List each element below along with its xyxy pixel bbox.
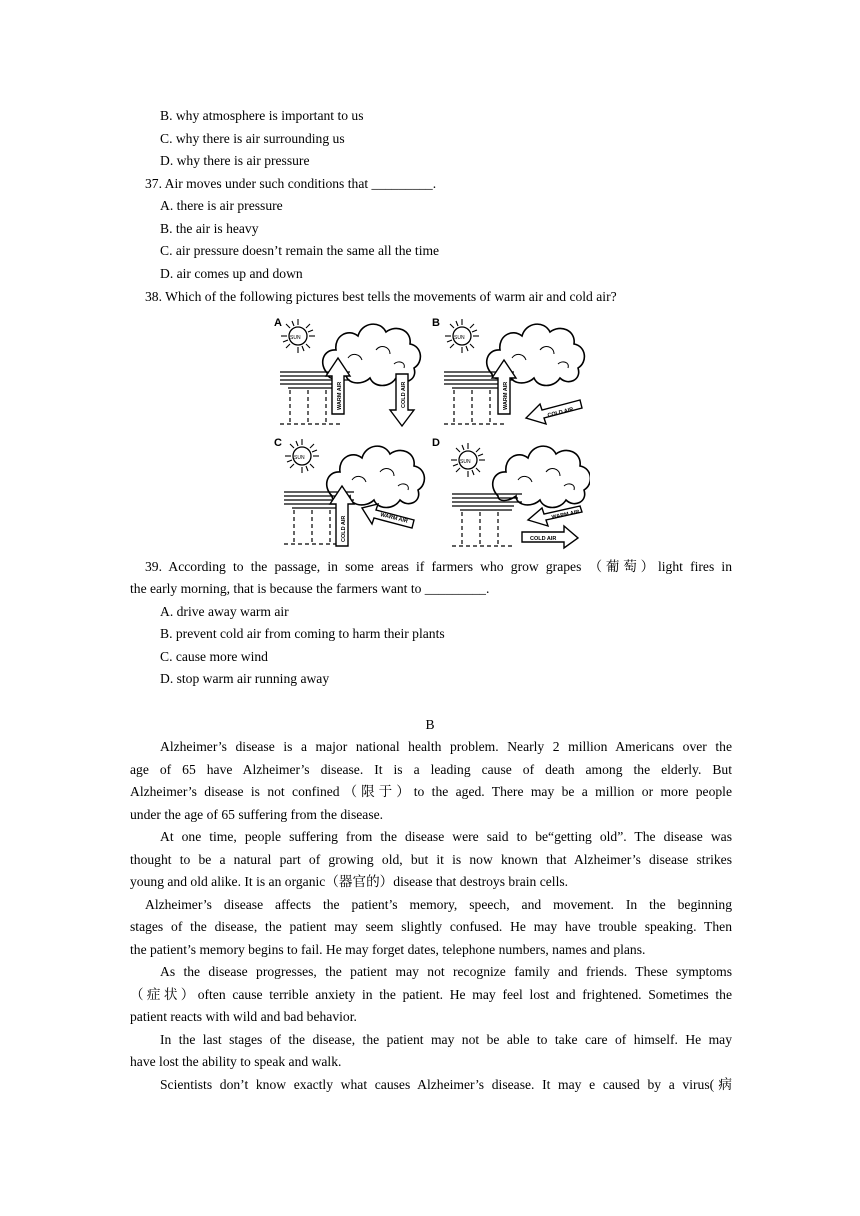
panel-c: [274, 437, 424, 546]
passage-line: patient reacts with wild and bad behavior.: [130, 1009, 357, 1024]
q39-option-b: B. prevent cold air from coming to harm their plants: [160, 626, 445, 641]
passage-line: age of 65 have Alzheimer’s disease. It is a leading cause of death among the elderly. But: [130, 762, 732, 777]
q39-stem-line1: 39. According to the passage, in some areas if farmers who grow grapes （葡萄）light fires in: [145, 559, 732, 574]
sun-label: SUN: [460, 459, 471, 465]
passage-line: Alzheimer’s disease affects the patient’s memory, speech, and movement. In the beginning: [145, 897, 732, 912]
passage-line: under the age of 65 suffering from the disease.: [130, 807, 384, 822]
passage-line: Scientists don’t know exactly what causes Alzheimer’s disease. It may e caused by a virus(病: [160, 1077, 732, 1092]
warm-air-label: WARM AIR: [503, 381, 509, 410]
panel-b: [432, 317, 584, 424]
warm-air-label: WARM AIR: [551, 509, 581, 521]
passage-line: have lost the ability to speak and walk.: [130, 1054, 342, 1069]
q39-option-d: D. stop warm air running away: [160, 671, 330, 686]
q37-option-b: B. the air is heavy: [160, 221, 259, 236]
passage-line: At one time, people suffering from the disease were said to be“getting old”. The disease was: [160, 829, 732, 844]
cold-air-label: COLD AIR: [530, 536, 557, 542]
q36-option-b: B. why atmosphere is important to us: [160, 108, 364, 123]
passage-line: （症状）often cause terrible anxiety in the patient. He may feel lost and frightened. Sometimes the: [130, 987, 732, 1002]
cold-air-label: COLD AIR: [401, 381, 407, 408]
q36-option-c: C. why there is air surrounding us: [160, 131, 345, 146]
sun-label: SUN: [294, 455, 305, 461]
passage-line: In the last stages of the disease, the patient may not be able to take care of himself. He may: [160, 1032, 732, 1047]
q36-option-d: D. why there is air pressure: [160, 153, 310, 168]
passage-line: stages of the disease, the patient may seem slightly confused. He may have trouble speaking. Then: [130, 919, 732, 934]
passage-line: thought to be a natural part of growing old, but it is now known that Alzheimer’s disease strikes: [130, 852, 732, 867]
cold-air-label: COLD AIR: [547, 406, 575, 419]
panel-letter-d: D: [432, 437, 440, 449]
q38-stem: 38. Which of the following pictures best tells the movements of warm air and cold air?: [145, 289, 617, 304]
panel-letter-c: C: [274, 437, 282, 449]
warm-air-label: WARM AIR: [337, 381, 343, 410]
sun-label: SUN: [454, 335, 465, 341]
q39-option-a: A. drive away warm air: [160, 604, 289, 619]
sun-label: SUN: [290, 335, 301, 341]
passage-line: Alzheimer’s disease is not confined（限于）to the aged. There may be a million or more people: [130, 784, 732, 799]
passage-line: the patient’s memory begins to fail. He may forget dates, telephone numbers, names and plans.: [130, 942, 646, 957]
warm-air-label: WARM AIR: [379, 512, 409, 525]
q37-option-d: D. air comes up and down: [160, 266, 303, 281]
panel-d: [432, 437, 590, 548]
air-movement-figure: [272, 314, 590, 550]
passage-line: Alzheimer’s disease is a major national health problem. Nearly 2 million Americans over the: [160, 739, 732, 754]
q37-option-a: A. there is air pressure: [160, 198, 283, 213]
passage-line: As the disease progresses, the patient may not recognize family and friends. These symptoms: [160, 964, 732, 979]
panel-letter-a: A: [274, 317, 282, 329]
cold-air-label: COLD AIR: [341, 515, 347, 542]
q39-option-c: C. cause more wind: [160, 649, 268, 664]
panel-a: [274, 317, 420, 426]
q37-stem: 37. Air moves under such conditions that _________.: [145, 176, 437, 191]
panel-letter-b: B: [432, 317, 440, 329]
passage-heading: B: [425, 717, 435, 732]
q39-stem-line2: the early morning, that is because the farmers want to _________.: [130, 581, 490, 596]
q37-option-c: C. air pressure doesn’t remain the same all the time: [160, 243, 440, 258]
passage-line: young and old alike. It is an organic（器官的）disease that destroys brain cells.: [130, 874, 569, 889]
